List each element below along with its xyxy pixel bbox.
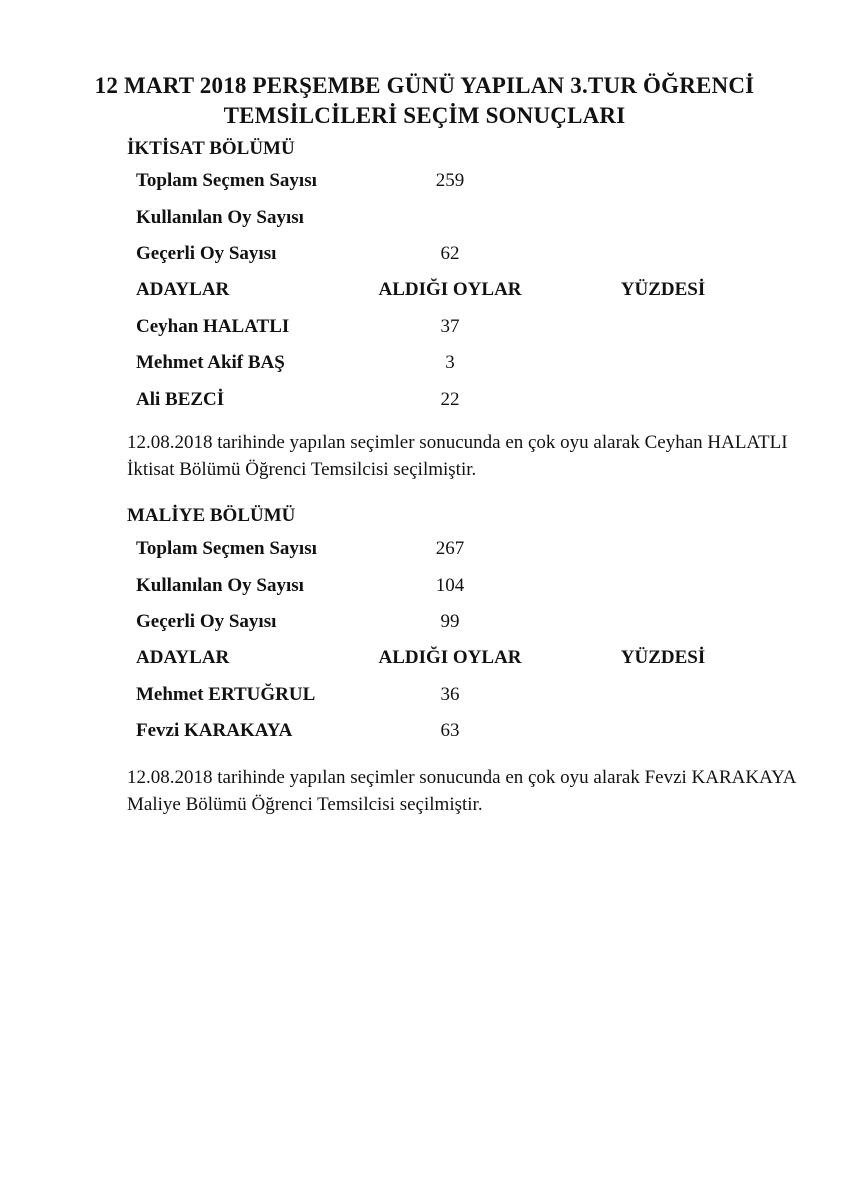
stat-value: 62 [440,242,460,264]
candidate-row [127,345,807,381]
stat-label: Kullanılan Oy Sayısı [136,574,304,596]
column-header-votes: ALDIĞI OYLAR [378,279,522,301]
stat-value: 99 [440,610,460,632]
document-title-line-1: 12 MART 2018 PERŞEMBE GÜNÜ YAPILAN 3.TUR ÖĞRENCİ [94,73,755,98]
column-header-candidates: ADAYLAR [136,279,230,301]
column-header-percent: YÜZDESİ [620,279,706,301]
result-note-iktisat: 12.08.2018 tarihinde yapılan seçimler sonucunda en çok oyu alarak Ceyhan HALATLI İktisat Bölümü Öğrenci Temsilcisi seçilmiştir. [127,432,788,480]
candidate-row [127,381,807,417]
stat-label: Toplam Seçmen Sayısı [136,170,317,192]
document-title [0,71,849,131]
candidate-name: Mehmet ERTUĞRUL [136,683,316,705]
candidate-votes: 22 [440,388,460,410]
stat-row [127,604,807,640]
candidate-row [127,713,807,749]
candidate-name: Ceyhan HALATLI [136,315,290,337]
column-header-votes: ALDIĞI OYLAR [378,647,522,669]
section-heading-iktisat: İKTİSAT BÖLÜMÜ [127,138,295,159]
stat-row [127,163,807,199]
stat-row [127,567,807,603]
candidate-row [127,677,807,713]
candidate-name: Mehmet Akif BAŞ [136,352,285,374]
stat-value: 104 [435,574,465,596]
candidate-row [127,309,807,345]
candidate-name: Fevzi KARAKAYA [136,720,293,742]
stat-label: Geçerli Oy Sayısı [136,242,277,264]
section-heading-maliye: MALİYE BÖLÜMÜ [127,505,296,526]
stat-label: Toplam Seçmen Sayısı [136,538,317,560]
stat-label: Geçerli Oy Sayısı [136,610,277,632]
stat-label: Kullanılan Oy Sayısı [136,206,304,228]
candidate-name: Ali BEZCİ [136,388,225,410]
stat-value: 267 [435,538,465,560]
document-title-line-2: TEMSİLCİLERİ SEÇİM SONUÇLARI [223,103,626,128]
stat-value: 259 [435,170,465,192]
results-table-maliye [127,531,807,749]
table-header-row [127,272,807,308]
candidate-votes: 36 [440,683,460,705]
candidate-votes: 37 [440,315,460,337]
column-header-percent: YÜZDESİ [620,647,706,669]
stat-row [127,236,807,272]
stat-row [127,531,807,567]
candidate-votes: 63 [440,720,460,742]
results-table-iktisat [127,163,807,418]
candidate-votes: 3 [445,352,455,374]
column-header-candidates: ADAYLAR [136,647,230,669]
result-note-maliye: 12.08.2018 tarihinde yapılan seçimler sonucunda en çok oyu alarak Fevzi KARAKAYA Maliye Bölümü Öğrenci Temsilcisi seçilmiştir. [127,767,796,815]
table-header-row [127,640,807,676]
stat-row [127,199,807,235]
